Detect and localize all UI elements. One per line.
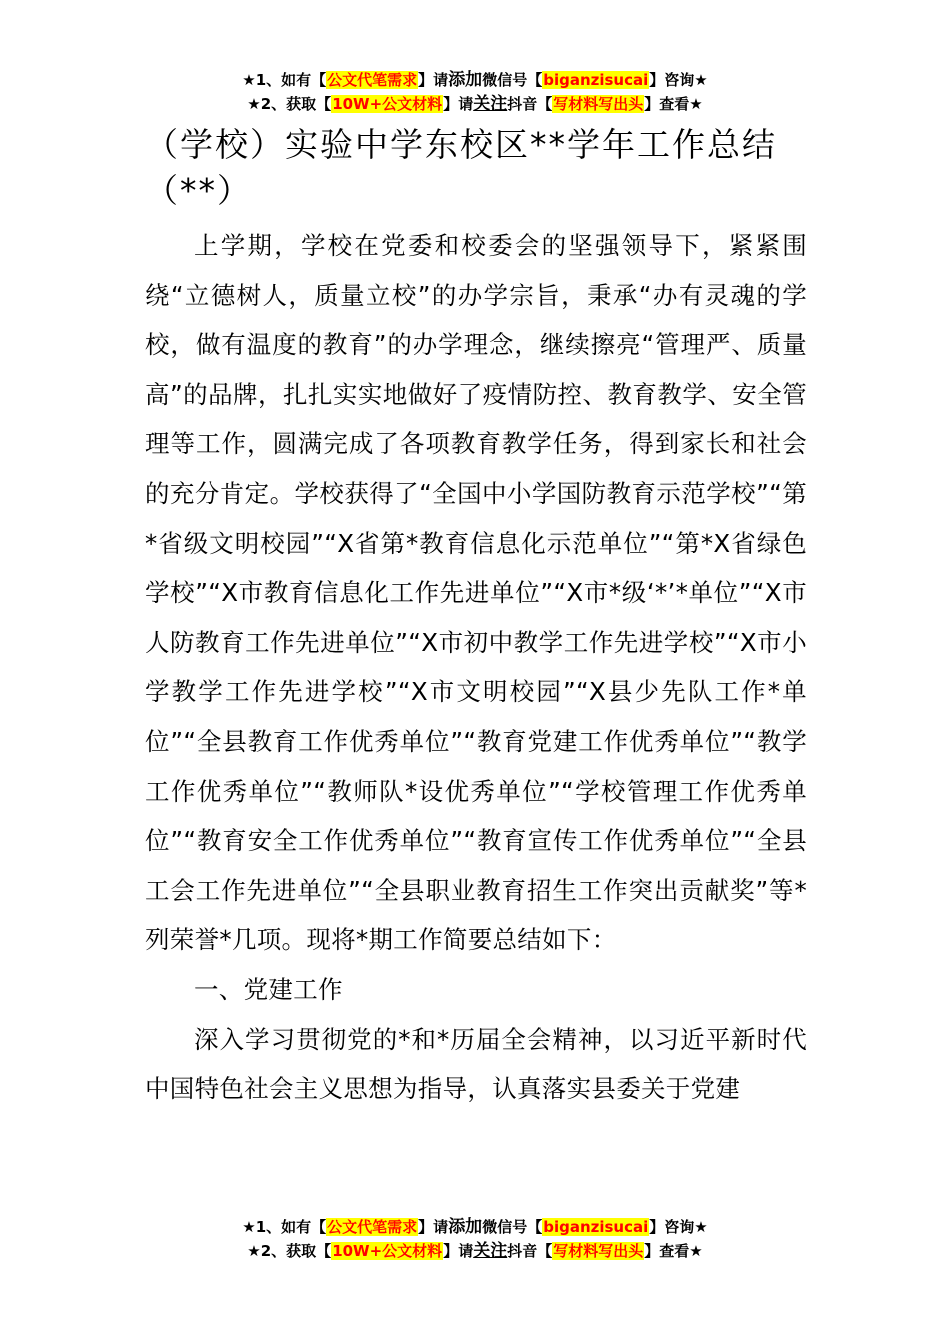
promo-highlight: 10W+公文材料 [332,95,443,113]
promo-line-1 [0,1215,950,1239]
promo-text: 】查看★ [644,1242,703,1260]
promo-highlight: 公文代笔需求 [327,71,418,89]
body-paragraph: 上学期，学校在党委和校委会的坚强领导下，紧紧围绕“立德树人，质量立校”的办学宗旨，秉承“办有灵魂的学校，做有温度的教育”的办学理念，继续擦亮“管理严、质量高”的品牌，扎扎实实地做好了疫情防控、教育教学、安全管理等工作，圆满完成了各项教育教学任务，得到家长和社会的充分肯定。学校获得了“全国中小学国防教育示范学校”“第*省级文明校园”“X省第*教育信息化示范单位”“第*X省绿色学校”“X市教育信息化工作先进单位”“X市*级‘*’*单位”“X市人防教育工作先进单位”“X市初中教学工作先进学校”“X市小学教学工作先进学校”“X市文明校园”“X县少先队工作*单位”“全县教育工作优秀单位”“教育党建工作优秀单位”“教学工作优秀单位”“教师队*设优秀单位”“学校管理工作优秀单位”“教育安全工作优秀单位”“教育宣传工作优秀单位”“全县工会工作先进单位”“全县职业教育招生工作突出贡献奖”等*列荣誉*几项。现将*期工作简要总结如下： [145,231,807,955]
promo-text: ★2、获取【 [247,1242,332,1260]
promo-text: ★1、如有【 [242,1218,327,1236]
body-paragraph: 深入学习贯彻党的*和*历届全会精神，以习近平新时代中国特色社会主义思想为指导，认真落实县委关于党建 [145,1024,807,1104]
promo-emphasis: 关注 [473,1241,508,1261]
promo-text: 】请 [443,1242,474,1260]
promo-highlight: 10W+公文材料 [332,1242,443,1260]
promo-emphasis: 添加 [448,70,483,90]
promo-highlight: 公文代笔需求 [327,1218,418,1236]
promo-line-1 [0,68,950,92]
document-body [145,221,807,1114]
promo-wechat-id: biganzisucai [543,71,649,89]
promo-text: ★2、获取【 [247,95,332,113]
document-title: （学校）实验中学东校区**学年工作总结（**） [145,125,777,210]
promo-text: 抖音【 [507,95,553,113]
promo-text: 】咨询★ [649,71,708,89]
promo-text: 】请 [418,71,449,89]
promo-banner-top [0,68,950,116]
promo-banner-bottom [0,1215,950,1263]
promo-douyin-id: 写材料写出头 [553,1242,644,1260]
section-heading: 一、党建工作 [194,974,343,1004]
promo-text: 】咨询★ [649,1218,708,1236]
promo-text: 微信号【 [482,71,543,89]
promo-douyin-id: 写材料写出头 [553,95,644,113]
promo-emphasis: 关注 [473,94,508,114]
promo-text: 微信号【 [482,1218,543,1236]
promo-text: 抖音【 [507,1242,553,1260]
promo-text: 】请 [418,1218,449,1236]
promo-text: 】请 [443,95,474,113]
promo-text: 】查看★ [644,95,703,113]
promo-line-2 [0,1239,950,1263]
promo-line-2 [0,92,950,116]
promo-wechat-id: biganzisucai [543,1218,649,1236]
promo-text: ★1、如有【 [242,71,327,89]
promo-emphasis: 添加 [448,1217,483,1237]
